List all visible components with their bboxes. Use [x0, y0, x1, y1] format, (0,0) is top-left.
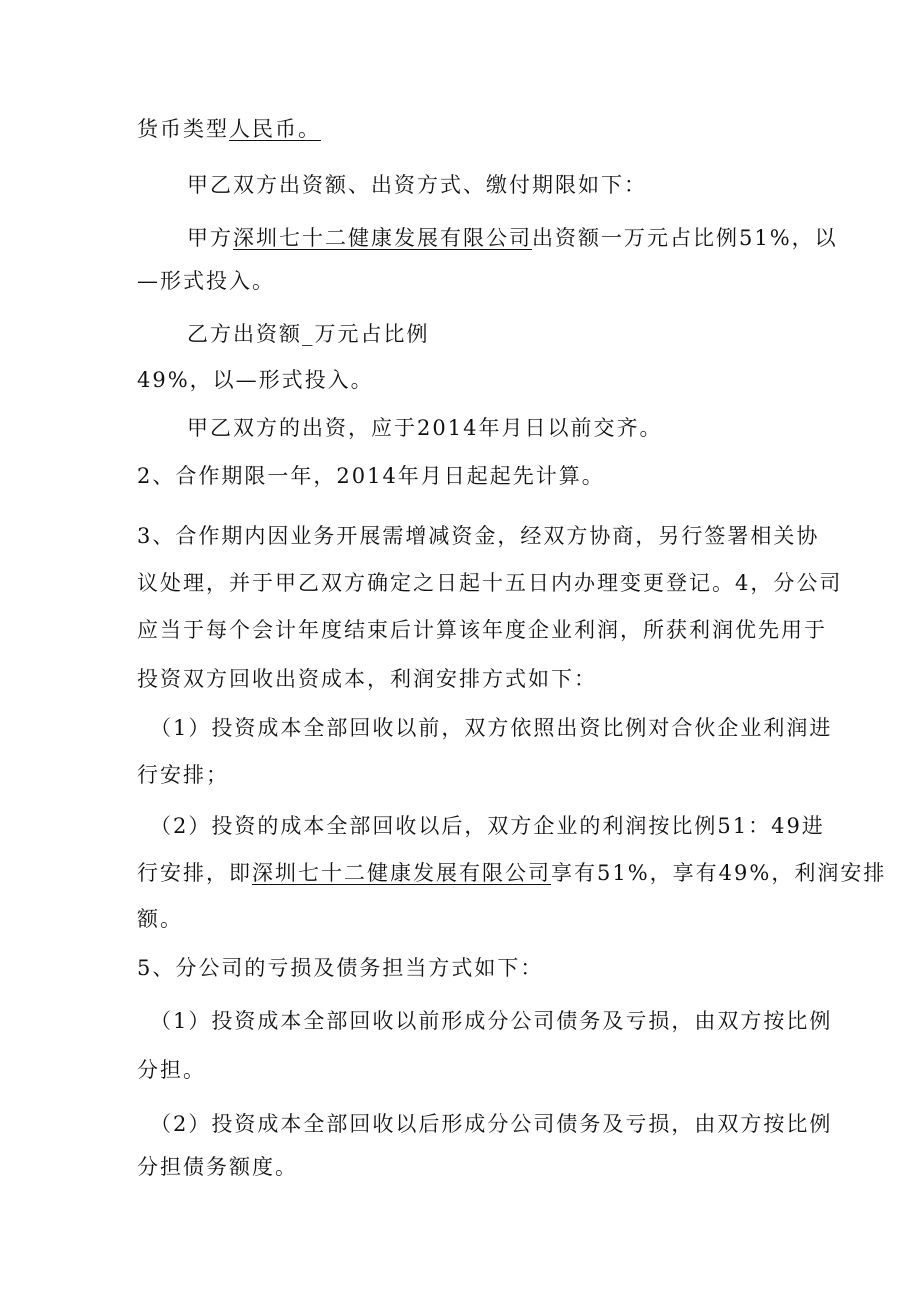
loss-1-line2: 分担。 [137, 1058, 206, 1082]
item-2-suffix: 享有51%，享有49%，利润安排 [551, 861, 887, 885]
clause-3-line4: 投资双方回收出资成本，利润安排方式如下： [137, 667, 597, 691]
party-a-prefix: 甲方 [187, 226, 233, 250]
loss-2-line2: 分担债务额度。 [137, 1155, 298, 1179]
clause-5: 5、分公司的亏损及债务担当方式如下： [137, 956, 544, 980]
item-1-line2: 行安排； [137, 763, 229, 787]
loss-2-line1: （2）投资成本全部回收以后形成分公司债务及亏损，由双方按比例 [150, 1112, 833, 1136]
item-2-line2 [137, 858, 886, 888]
loss-1-line1: （1）投资成本全部回收以前形成分公司债务及亏损，由双方按比例 [150, 1009, 833, 1033]
currency-prefix: 货币类型 [137, 117, 229, 141]
clause-3-line1: 3、合作期内因业务开展需增减资金，经双方协商，另行签署相关协 [137, 524, 820, 548]
party-a-name: 深圳七十二健康发展有限公司 [233, 226, 532, 250]
deadline-line: 甲乙双方的出资，应于2014年月日以前交齐。 [187, 416, 663, 440]
item-2-line1: （2）投资的成本全部回收以后，双方企业的利润按比例51：49进 [150, 814, 825, 838]
item-2-company-name: 深圳七十二健康发展有限公司 [252, 861, 551, 885]
currency-line [137, 114, 321, 144]
party-a-line2: —形式投入。 [137, 269, 275, 293]
party-a-suffix: 出资额一万元占比例51%，以 [532, 226, 838, 250]
party-a-line1 [187, 223, 838, 253]
item-2-line3: 额。 [137, 907, 183, 931]
item-2-prefix: 行安排，即 [137, 861, 252, 885]
clause-3-line3: 应当于每个会计年度结束后计算该年度企业利润，所获利润优先用于 [137, 618, 827, 642]
clause-2: 2、合作期限一年，2014年月日起起先计算。 [137, 464, 605, 488]
party-b-line1: 乙方出资额_万元占比例 [187, 322, 430, 346]
currency-value: 人民币。 [229, 117, 321, 141]
item-1-line1: （1）投资成本全部回收以前，双方依照出资比例对合伙企业利润进 [150, 716, 833, 740]
party-b-line2: 49%，以—形式投入。 [137, 368, 374, 392]
clause-3-line2: 议处理，并于甲乙双方确定之日起十五日内办理变更登记。4，分公司 [137, 571, 843, 595]
capital-intro: 甲乙双方出资额、出资方式、缴付期限如下： [187, 173, 647, 197]
